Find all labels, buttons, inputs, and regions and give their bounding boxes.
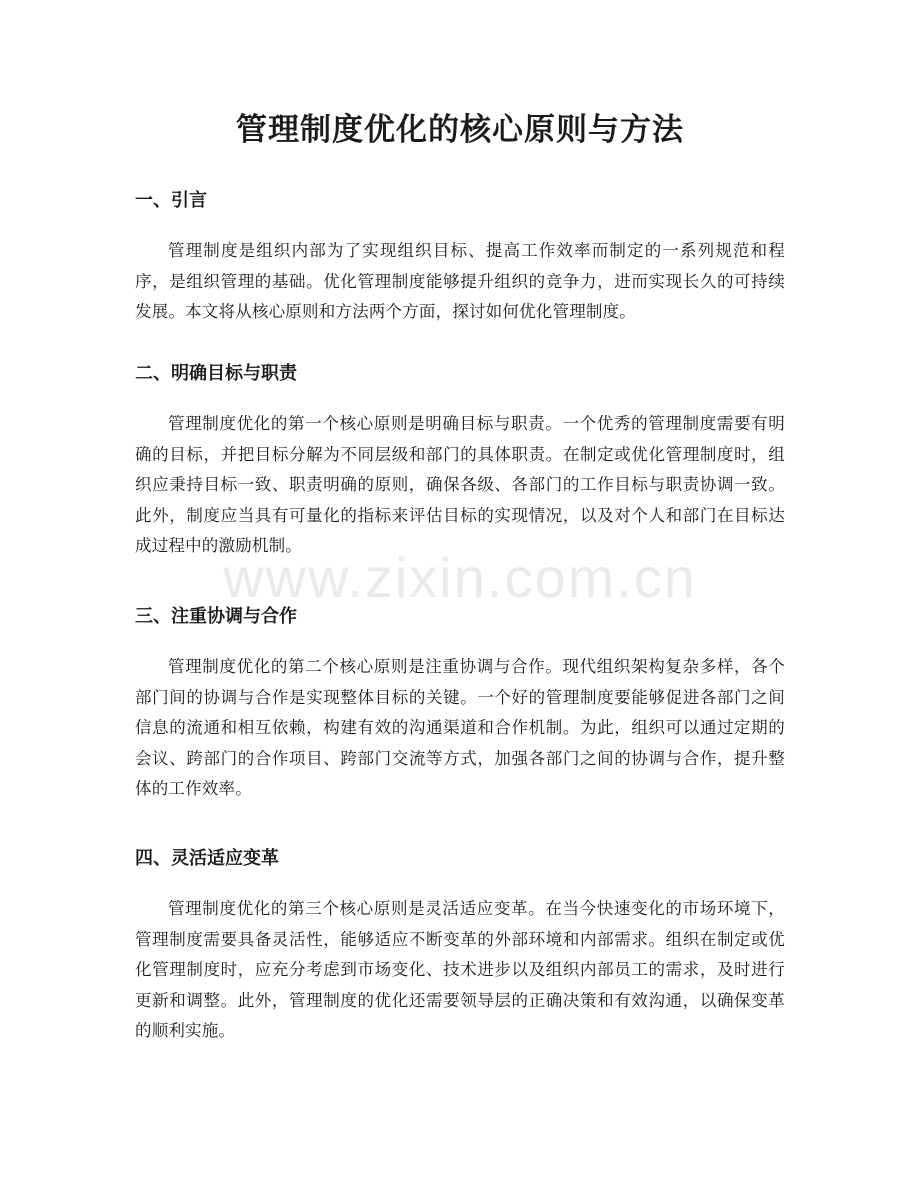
section-adapt-to-change	[135, 846, 785, 1047]
section-paragraph: 管理制度优化的第一个核心原则是明确目标与职责。一个优秀的管理制度需要有明确的目标，并把目标分解为不同层级和部门的具体职责。在制定或优化管理制度时，组织应秉持目标一致、职责明确的原则，确保各级、各部门的工作目标与职责协调一致。此外，制度应当具有可量化的指标来评估目标的实现情况，以及对个人和部门在目标达成过程中的激励机制。	[135, 414, 785, 555]
document-title: 管理制度优化的核心原则与方法	[236, 112, 684, 148]
section-heading: 四、灵活适应变革	[135, 848, 279, 869]
section-goals-and-duties	[135, 361, 785, 562]
section-coordination	[135, 604, 785, 805]
section-paragraph: 管理制度优化的第三个核心原则是灵活适应变革。在当今快速变化的市场环境下，管理制度需要具备灵活性，能够适应不断变革的外部环境和内部需求。组织在制定或优化管理制度时，应充分考虑到市场变化、技术进步以及组织内部员工的需求，及时进行更新和调整。此外，管理制度的优化还需要领导层的正确决策和有效沟通，以确保变革的顺利实施。	[135, 899, 785, 1040]
section-heading: 一、引言	[135, 190, 207, 211]
section-introduction	[135, 188, 785, 328]
section-heading: 二、明确目标与职责	[135, 363, 297, 384]
section-paragraph: 管理制度是组织内部为了实现组织目标、提高工作效率而制定的一系列规范和程序，是组织管理的基础。优化管理制度能够提升组织的竞争力，进而实现长久的可持续发展。本文将从核心原则和方法两个方面，探讨如何优化管理制度。	[135, 241, 785, 321]
section-heading: 三、注重协调与合作	[135, 606, 297, 627]
section-paragraph: 管理制度优化的第二个核心原则是注重协调与合作。现代组织架构复杂多样，各个部门间的协调与合作是实现整体目标的关键。一个好的管理制度要能够促进各部门之间信息的流通和相互依赖，构建有效的沟通渠道和合作机制。为此，组织可以通过定期的会议、跨部门的合作项目、跨部门交流等方式，加强各部门之间的协调与合作，提升整体的工作效率。	[135, 657, 785, 798]
watermark: www.zixin.com.cn	[223, 546, 697, 609]
